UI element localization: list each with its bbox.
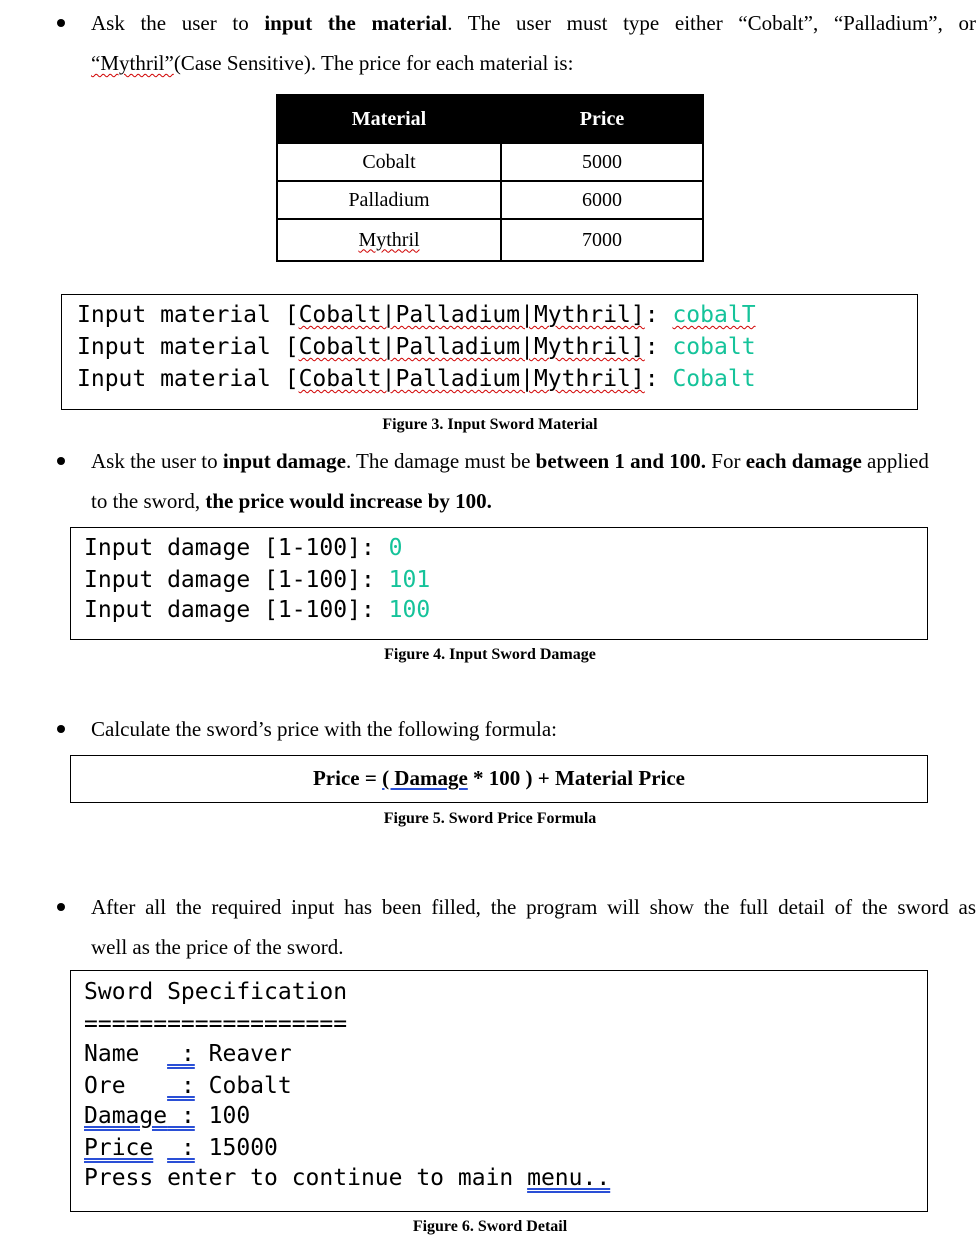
bullet-point: [57, 19, 65, 27]
bullet4-line1: After all the required input has been filled, the program will show the full detail of the sword as: [91, 895, 976, 919]
bullet1-line2: “Mythril”(Case Sensitive). The price for each material is:: [91, 51, 574, 75]
bullet2-line1: Ask the user to input damage. The damage must be between 1 and 100. For each damage applied: [91, 449, 929, 473]
price-cell: 7000: [501, 219, 703, 261]
console-line: Input damage [1-100]: 101: [84, 567, 431, 593]
material-cell: Palladium: [277, 181, 501, 219]
spec-row-name: Name : Reaver: [84, 1041, 292, 1067]
mythril-quoted: “Mythril”: [91, 51, 174, 75]
header-price: Price: [501, 95, 703, 143]
figure-caption: Figure 5. Sword Price Formula: [383, 810, 597, 827]
figure-caption: Figure 6. Sword Detail: [412, 1218, 568, 1235]
spec-rule: ===================: [84, 1011, 348, 1037]
console-box-material: [61, 294, 918, 410]
console-line: Input material [Cobalt|Palladium|Mythril]: cobalt: [77, 334, 756, 360]
table-row: [277, 219, 703, 261]
figure-caption: Figure 3. Input Sword Material: [382, 416, 598, 433]
table-row: [277, 143, 703, 181]
spec-footer: Press enter to continue to main menu..: [84, 1165, 611, 1191]
console-box-damage: [70, 527, 928, 640]
console-line: Input material [Cobalt|Palladium|Mythril]: Cobalt: [77, 366, 756, 392]
spec-row-damage: Damage : 100: [84, 1103, 251, 1129]
price-cell: 6000: [501, 181, 703, 219]
bullet-point: [57, 457, 65, 465]
bullet-point: [57, 903, 65, 911]
material-cell: Cobalt: [277, 143, 501, 181]
spec-title: Sword Specification: [84, 979, 348, 1005]
bullet3-text: Calculate the sword’s price with the following formula:: [91, 717, 557, 741]
header-material: Material: [277, 95, 501, 143]
bullet2-line2: to the sword, the price would increase by 100.: [91, 489, 492, 513]
formula-box: [70, 755, 928, 803]
console-box-sword-detail: [70, 970, 928, 1212]
price-cell: 5000: [501, 143, 703, 181]
console-line: Input damage [1-100]: 0: [84, 535, 403, 561]
spec-row-price: Price : 15000: [84, 1135, 278, 1161]
material-cell: Mythril: [277, 219, 501, 261]
table-row: [277, 181, 703, 219]
spec-row-ore: Ore : Cobalt: [84, 1073, 292, 1099]
bullet-point: [57, 725, 65, 733]
price-formula: Price = ( Damage * 100 ) + Material Price: [312, 766, 686, 790]
console-line: Input material [Cobalt|Palladium|Mythril]: cobalT: [77, 302, 756, 328]
bullet1-line1: Ask the user to input the material. The user must type either “Cobalt”, “Palladium”, or: [91, 11, 976, 35]
console-line: Input damage [1-100]: 100: [84, 597, 431, 623]
material-price-table: [276, 94, 704, 262]
bullet4-line2: well as the price of the sword.: [91, 935, 344, 959]
figure-caption: Figure 4. Input Sword Damage: [384, 646, 596, 663]
